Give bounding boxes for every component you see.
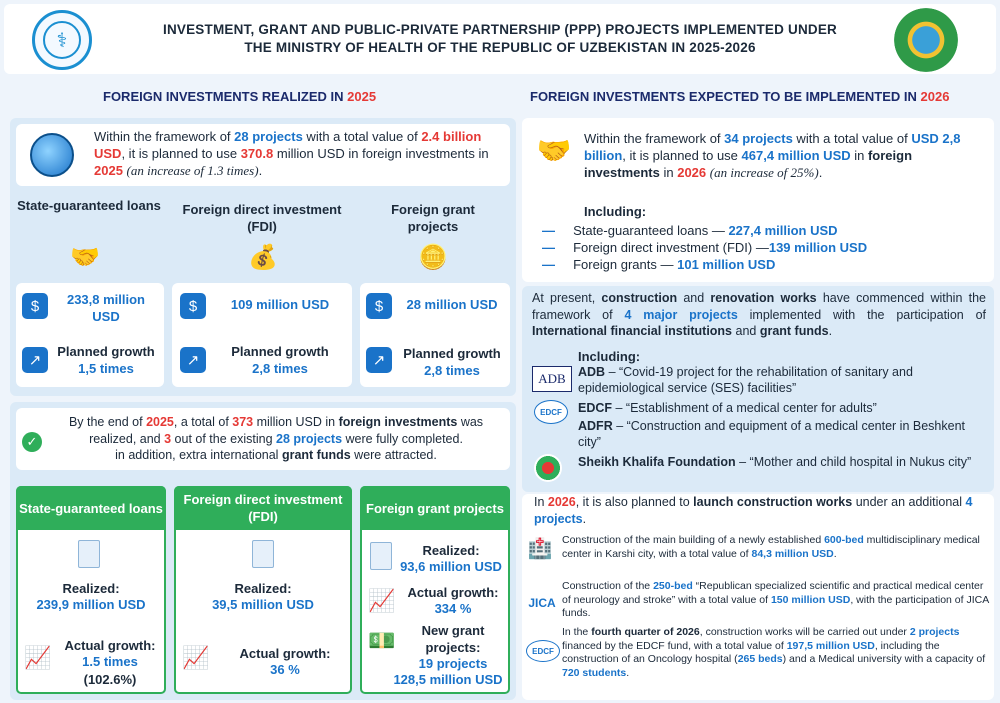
caduceus-icon: ⚕: [43, 21, 81, 59]
realized-card-title: State-guaranteed loans: [16, 486, 166, 530]
growth-arrow-icon: ↗: [366, 347, 392, 373]
col-title-fdi: Foreign direct investment (FDI): [182, 202, 342, 234]
adb-logo: ADB: [532, 366, 572, 392]
growth-arrow-icon: ↗: [180, 347, 206, 373]
future-project: Construction of the main building of a newly established 600-bed multidisciplinary medical center in Karshi city, with a total value of 84,3 million USD.: [562, 534, 980, 560]
future-project: In the fourth quarter of 2026, construction works will be carried out under 2 projects financed by the EDCF fund, with a total value of 197,5 million USD, including the construction of an Oncology hospital (265 beds) and a Medical university with a capacity of 720 students.: [562, 626, 986, 679]
right-section-title: FOREIGN INVESTMENTS EXPECTED TO BE IMPLEMENTED IN 2026: [530, 89, 950, 104]
realized-card-title: Foreign grant projects: [360, 486, 510, 530]
card-fdi: $ 109 million USD ↗ Planned growth 2,8 times: [172, 283, 352, 387]
handshake-shield-icon: 🤝: [70, 244, 100, 271]
money-hand-icon: 💵: [368, 628, 396, 653]
document-icon: [370, 542, 392, 570]
card-state-loans: $ 233,8 million USD ↗ Planned growth 1,5 times: [16, 283, 164, 387]
document-icon: [78, 540, 100, 568]
including-list: [542, 222, 986, 273]
state-emblem: [894, 8, 958, 72]
project-item: ADFR – “Construction and equipment of a medical center in Beshkent city”: [578, 419, 966, 449]
left-summary-box: [16, 408, 510, 470]
including-item: — Foreign grants — 101 million USD: [542, 257, 776, 272]
col-title-grants: Foreign grant projects: [391, 202, 475, 234]
right-present-panel: At present, construction and renovation works have commenced within the framework of 4 major projects implemented with the participation of International financial institutions and grant funds. Including: ADB ADB – “Covid-19 project for the rehabilitation of sanitary and epidemiological service (SES) facilities” EDCF EDCF – “Establishment of a medical center for adults” ADFR – “Construction and equipment of a medical center in Beshkent city” Sheikh Khalifa Foundation – “Mother and child hospital in Nukus city”: [522, 286, 994, 492]
money-bag-icon: 💰: [248, 244, 278, 271]
coins-icon: $: [366, 293, 392, 319]
left-summary-text: By the end of 2025, a total of 373 million USD in foreign investments was realized, and 3 out of the existing 28 projects were fully completed. in addition, extra international grant funds were attracted.: [68, 415, 484, 462]
check-icon: ✓: [22, 432, 42, 452]
launch-text: In 2026, it is also planned to launch construction works under an additional 4 projects.: [534, 495, 973, 526]
including-item: — State-guaranteed loans — 227,4 million USD: [542, 223, 838, 238]
page-header: [4, 4, 996, 74]
growth-arrow-icon: ↗: [22, 347, 48, 373]
card-grants: $ 28 million USD ↗ Planned growth 2,8 times: [360, 283, 510, 387]
bar-chart-icon: 📈: [24, 645, 52, 670]
page-title: INVESTMENT, GRANT AND PUBLIC-PRIVATE PARTNERSHIP (PPP) PROJECTS IMPLEMENTED UNDER THE MINISTRY OF HEALTH OF THE REPUBLIC OF UZBEKISTAN IN 2025-2026: [163, 22, 837, 55]
present-text: At present, construction and renovation works have commenced within the framework of 4 major projects implemented with the participation of International financial institutions and grant funds.: [532, 291, 986, 338]
project-item: EDCF – “Establishment of a medical center for adults”: [578, 401, 877, 415]
document-icon: [252, 540, 274, 568]
coins-icon: $: [180, 293, 206, 319]
project-item: ADB – “Covid-19 project for the rehabilitation of sanitary and epidemiological service (SES) facilities”: [578, 365, 913, 395]
right-intro-box: 🤝 Within the framework of 34 projects with a total value of USD 2,8 billion, it is planned to use 467,4 million USD in foreign investments in 2026 (an increase of 25%). Including: — State-guaranteed loans — 227,4 million USD — Foreign direct investment (FDI) —139 million USD — Foreign grants — 101 million USD: [522, 118, 994, 282]
bar-chart-icon: 📈: [182, 645, 210, 670]
hand-coin-icon: 🪙: [418, 244, 448, 271]
coins-icon: $: [22, 293, 48, 319]
right-launch-box: [522, 494, 994, 700]
jica-logo: JICA: [528, 596, 556, 610]
left-intro-text: Within the framework of 28 projects with a total value of 2.4 billion USD, it is planned to use 370.8 million USD in foreign investments in 2025 (an increase of 1.3 times).: [94, 129, 489, 178]
foundation-logo: [534, 454, 562, 482]
left-intro-box: [16, 124, 510, 186]
future-project: Construction of the 250-bed “Republican specialized scientific and practical medical center of neurology and stroke” with a total value of 150 million USD, with the participation of JICA funds.: [562, 580, 989, 619]
ministry-logo: [32, 10, 92, 70]
project-item: Sheikh Khalifa Foundation – “Mother and child hospital in Nukus city”: [578, 455, 972, 469]
bar-chart-icon: 📈: [368, 588, 396, 613]
globe-icon: [30, 133, 74, 177]
handshake-icon: 🤝: [536, 135, 572, 166]
left-section-title: FOREIGN INVESTMENTS REALIZED IN 2025: [103, 89, 377, 104]
realized-card-title: Foreign direct investment (FDI): [174, 486, 352, 530]
hospital-icon: 🏥: [527, 538, 553, 560]
edcf-logo: EDCF: [534, 400, 568, 424]
right-intro-text: Within the framework of 34 projects with a total value of USD 2,8 billion, it is planned to use 467,4 million USD in foreign investments in 2026 (an increase of 25%).: [584, 131, 961, 180]
col-title-state-loans: State-guaranteed loans: [17, 198, 161, 213]
edcf-logo: EDCF: [526, 640, 560, 662]
including-item: — Foreign direct investment (FDI) —139 million USD: [542, 240, 868, 255]
